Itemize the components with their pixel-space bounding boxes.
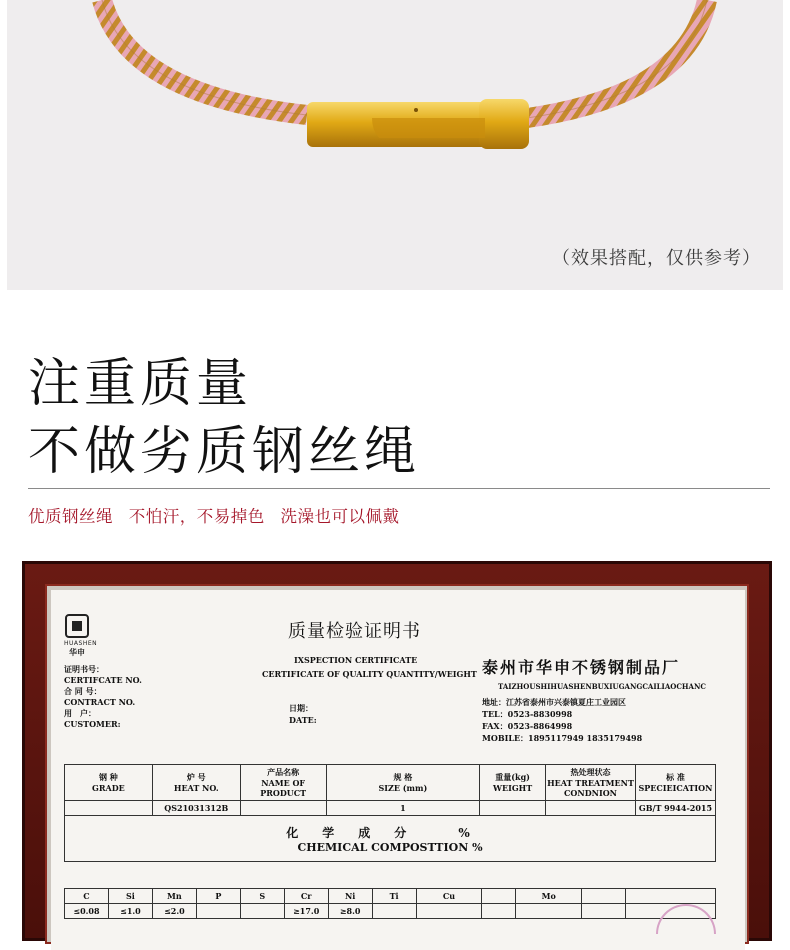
table-header-cell: 产品名称 NAME OF PRODUCT: [240, 765, 326, 801]
chemical-table: [64, 888, 716, 919]
element-cell: [626, 889, 716, 904]
logo-text-cn: 华申: [69, 648, 85, 657]
element-cell: Ti: [372, 889, 416, 904]
limit-cell: [582, 904, 626, 919]
logo-icon: [65, 614, 89, 638]
element-cell: Cr: [284, 889, 328, 904]
field-customer-en: CUSTOMER:: [64, 719, 121, 729]
company-name-en: TAIZHOUSHIHUASHENBUXIUGANGCAILIAOCHANC: [498, 682, 706, 691]
field-customer-cn: 用 户：: [64, 708, 96, 718]
company-address: 地址：江苏省泰州市兴泰镇夏庄工业园区: [482, 697, 626, 707]
element-cell: Mo: [516, 889, 582, 904]
product-photo: [7, 0, 783, 290]
field-contract-no-en: CONTRACT NO.: [64, 697, 136, 707]
certificate-fields: [64, 664, 142, 730]
field-certificate-no-en: CERTIFCATE NO.: [64, 675, 142, 685]
subtitle: 优质钢丝绳 不怕汗，不易掉色 洗澡也可以佩戴: [28, 507, 400, 526]
table-header-cell: 热处理状态 HEAT TREATMENT CONDNION: [546, 765, 636, 801]
limit-cell: [372, 904, 416, 919]
chemical-composition-header: [65, 816, 716, 862]
element-cell: [582, 889, 626, 904]
table-cell: [240, 801, 326, 816]
element-cell: Si: [108, 889, 152, 904]
divider: [28, 488, 770, 489]
limit-cell: ≥17.0: [284, 904, 328, 919]
element-cell: S: [240, 889, 284, 904]
table-cell: GB/T 9944-2015: [635, 801, 715, 816]
limit-cell: ≤2.0: [152, 904, 196, 919]
limit-cell: ≥8.0: [328, 904, 372, 919]
limit-cell: [196, 904, 240, 919]
field-contract-no-cn: 合 同 号：: [64, 686, 102, 696]
certificate-title: 质量检验证明书: [288, 621, 421, 642]
date-fields: [289, 702, 317, 726]
field-certificate-no-cn: 证明书号：: [64, 664, 104, 674]
table-header-cell: 钢 种 GRADE: [65, 765, 153, 801]
field-date-cn: 日期：: [289, 703, 313, 713]
headline-line-2: 不做劣质钢丝绳: [28, 422, 421, 482]
element-cell: P: [196, 889, 240, 904]
limit-cell: [240, 904, 284, 919]
element-cell: C: [65, 889, 109, 904]
table-header-cell: 标 准 SPECIEICATION: [635, 765, 715, 801]
table-cell: [546, 801, 636, 816]
headline: [28, 350, 420, 486]
limit-cell: [416, 904, 482, 919]
table-cell: [65, 801, 153, 816]
chemical-composition-title: [65, 816, 716, 862]
company-mobile: MOBILE：1895117949 1835179498: [482, 733, 643, 743]
element-cell: Ni: [328, 889, 372, 904]
table-cell: [480, 801, 546, 816]
table-cell: 1: [326, 801, 480, 816]
table-header-cell: 炉 号 HEAT NO.: [152, 765, 240, 801]
chem-title-en: CHEMICAL COMPOSTTION %: [297, 840, 483, 854]
table-header-cell: 规 格 SIZE (mm): [326, 765, 480, 801]
limit-cell: ≤1.0: [108, 904, 152, 919]
chem-title-cn: 化学成分 %: [286, 825, 494, 840]
certificate-title-en-2: CERTIFICATE OF QUALITY QUANTITY/WEIGHT: [262, 669, 477, 679]
table-cell: QS21031312B: [152, 801, 240, 816]
element-cell: Mn: [152, 889, 196, 904]
photo-caption: （效果搭配，仅供参考）: [552, 248, 761, 269]
table-row: [65, 801, 716, 816]
limit-cell: ≤0.08: [65, 904, 109, 919]
table-header-row: [65, 765, 716, 801]
company-name: 泰州市华申不锈钢制品厂: [482, 658, 681, 677]
company-logo: [64, 614, 98, 658]
elements-row: [65, 889, 716, 904]
company-tel: TEL：0523-8830998: [482, 709, 573, 719]
element-cell: Cu: [416, 889, 482, 904]
field-date-en: DATE:: [289, 715, 317, 725]
company-contact: [482, 696, 642, 744]
logo-text-en: HUASHEN: [64, 640, 98, 647]
headline-line-1: 注重质量: [28, 354, 253, 414]
element-cell: [482, 889, 516, 904]
limits-row: [65, 904, 716, 919]
company-fax: FAX：0523-8864998: [482, 721, 573, 731]
limit-cell: [482, 904, 516, 919]
table-header-cell: 重量(kg) WEIGHT: [480, 765, 546, 801]
certificate-table: [64, 764, 716, 862]
certificate-title-en-1: IXSPECTION CERTIFICATE: [294, 655, 418, 665]
limit-cell: [516, 904, 582, 919]
